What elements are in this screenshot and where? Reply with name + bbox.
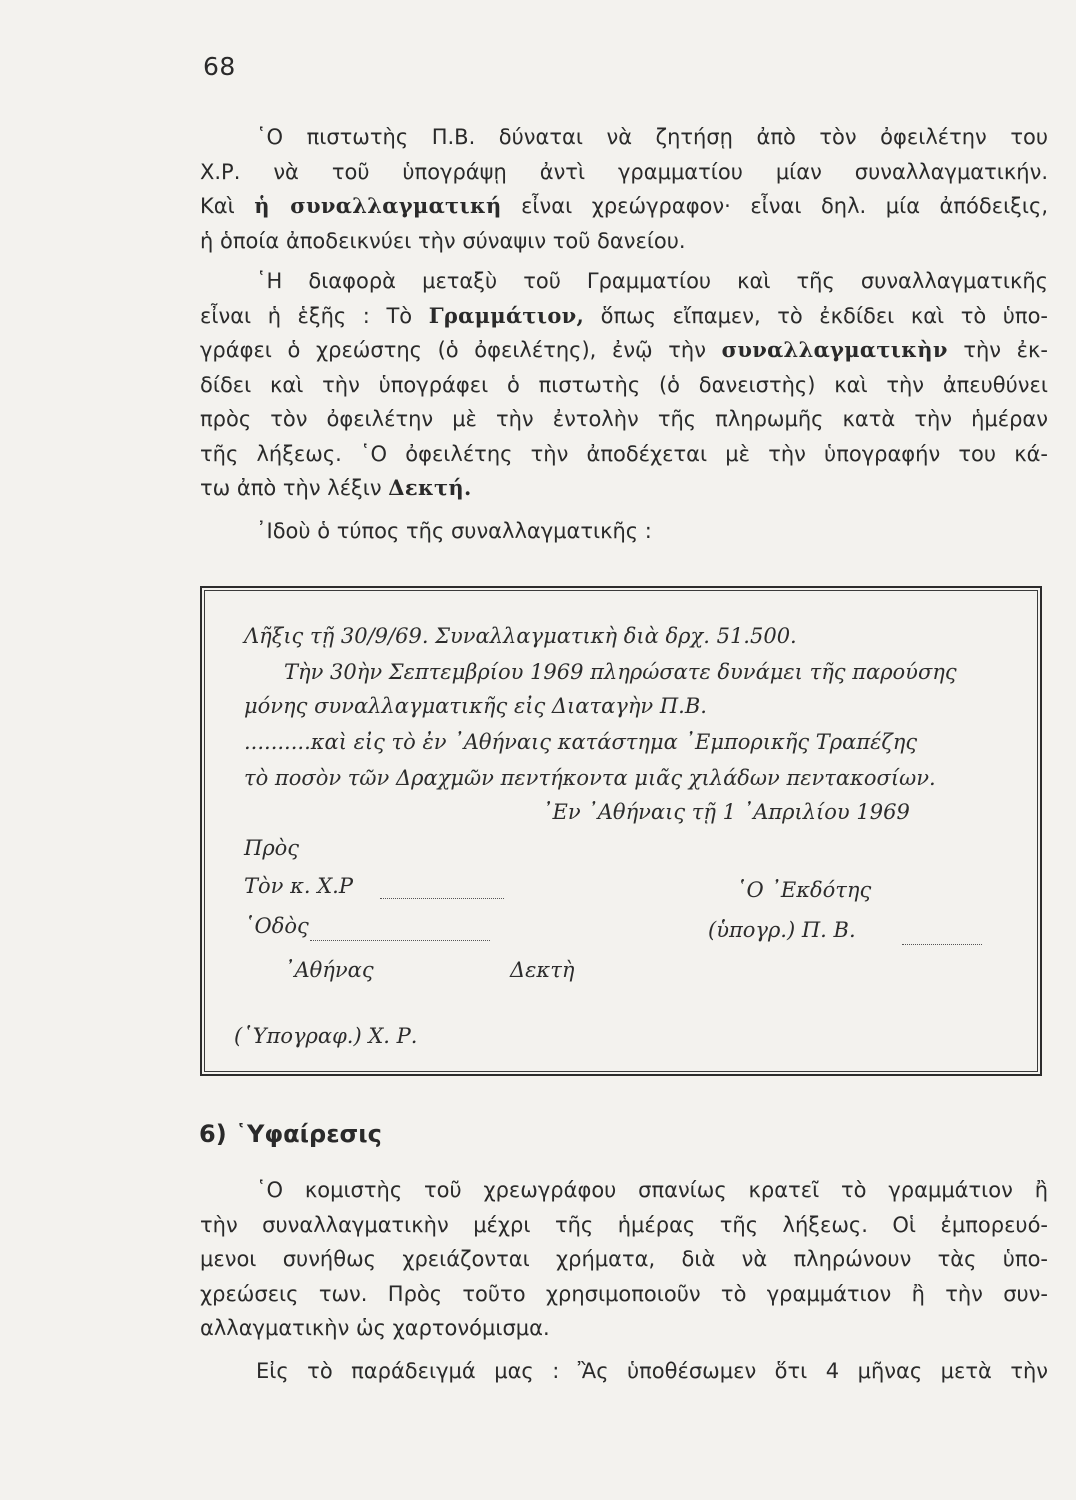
text-line xyxy=(200,471,1048,506)
text-line xyxy=(200,333,1048,368)
text-line: ῾Η διαφορὰ μεταξὺ τοῦ Γραμματίου καὶ τῆς συναλλαγματικῆς xyxy=(256,269,1048,293)
bill-to-label: Πρὸς xyxy=(244,836,300,860)
text-line: χρεώσεις των. Πρὸς τοῦτο χρησιμοποιοῦν τὸ γραμμάτιον ἢ τὴν συν- xyxy=(200,1281,1048,1306)
bill-city: ᾿Αθήνας xyxy=(284,958,374,982)
text-line: ῾Ο κομιστὴς τοῦ χρεωγράφου σπανίως κρατεῖ τὸ γραμμάτιον ἢ xyxy=(256,1178,1048,1202)
bill-drawee-signature: (῾Υπογραφ.) Χ. Ρ. xyxy=(234,1024,418,1048)
street-dotted-line xyxy=(310,940,490,941)
paragraph-discounting xyxy=(200,1173,1048,1346)
text-line: τῆς λήξεως. ῾Ο ὀφειλέτης τὴν ἀποδέχεται μὲ τὴν ὑπογραφήν του κά- xyxy=(200,441,1048,466)
text-run: εἶναι ἡ ἑξῆς : Τὸ xyxy=(200,303,413,328)
paragraph-form-intro xyxy=(200,514,1048,549)
text-line xyxy=(200,299,1048,334)
bill-place-date: ᾿Εν ᾿Αθήναις τῇ 1 ᾿Απριλίου 1969 xyxy=(542,800,910,824)
signature-dotted-line xyxy=(902,944,982,945)
bill-street-label: ῾Οδὸς xyxy=(244,914,309,938)
text-line: ἡ ὁποία ἀποδεικνύει τὴν σύναψιν τοῦ δανείου. xyxy=(200,228,686,253)
text-line: πρὸς τὸν ὀφειλέτην μὲ τὴν ἐντολὴν τῆς πληρωμῆς κατὰ τὴν ἡμέραν xyxy=(200,407,1048,431)
bill-amount-line: τὸ ποσὸν τῶν Δραχμῶν πεντήκοντα μιᾶς χιλάδων πεντακοσίων. xyxy=(244,766,936,790)
bill-bank-line: ..........καὶ εἰς τὸ ἐν ᾿Αθήναις κατάστημα ᾿Εμπορικῆς Τραπέζης xyxy=(244,730,918,754)
text-run: ὅπως εἴπαμεν, τὸ ἐκδίδει καὶ τὸ ὑπο- xyxy=(600,303,1048,328)
paragraph-difference xyxy=(200,264,1048,506)
bill-accepted-label: Δεκτὴ xyxy=(510,958,575,982)
text-line: δίδει καὶ τὴν ὑπογράφει ὁ πιστωτὴς (ὁ δανειστὴς) καὶ τὴν ἀπευθύνει xyxy=(200,372,1048,397)
text-line: μενοι συνήθως χρειάζονται χρήματα, διὰ νὰ πληρώνουν τὰς ὑπο- xyxy=(200,1247,1048,1271)
paragraph-example xyxy=(200,1354,1048,1389)
text-line: τὴν συναλλαγματικὴν μέχρι τῆς ἡμέρας τῆς λήξεως. Οἱ ἐμπορευό- xyxy=(200,1212,1048,1237)
bold-term: ἡ συναλλαγματική xyxy=(254,193,502,218)
text-run: εἶναι χρεώγραφον· εἶναι δηλ. μία ἀπόδειξις, xyxy=(521,194,1048,218)
text-line: ᾿Ιδοὺ ὁ τύπος τῆς συναλλαγματικῆς : xyxy=(256,519,652,543)
bill-payment-line: Τὴν 30ὴν Σεπτεμβρίου 1969 πληρώσατε δυνάμει τῆς παρούσης xyxy=(284,660,957,684)
text-line: ῾Ο πιστωτὴς Π.Β. δύναται νὰ ζητήσῃ ἀπὸ τὸν ὀφειλέτην του xyxy=(256,125,1048,149)
bold-term: Γραμμάτιον, xyxy=(428,302,585,328)
recipient-dotted-line xyxy=(380,898,504,899)
bill-recipient: Τὸν κ. Χ.Ρ xyxy=(244,874,353,898)
text-line: Χ.Ρ. νὰ τοῦ ὑπογράψῃ ἀντὶ γραμματίου μίαν συναλλαγματικήν. xyxy=(200,159,1048,184)
text-run: γράφει ὁ χρεώστης (ὁ ὀφειλέτης), ἐνῷ τὴν xyxy=(200,338,706,362)
section-heading: 6) ῾Υφαίρεσις xyxy=(199,1120,382,1148)
bill-issuer-title: ῾Ο ᾿Εκδότης xyxy=(736,878,872,902)
page-number: 68 xyxy=(203,52,236,81)
text-line: Εἰς τὸ παράδειγμά μας : Ἂς ὑποθέσωμεν ὅτι 4 μῆνας μετὰ τὴν xyxy=(256,1359,1048,1383)
bold-term: συναλλαγματικὴν xyxy=(721,337,948,362)
bill-maturity-line: Λῆξις τῇ 30/9/69. Συναλλαγματικὴ διὰ δρχ. 51.500. xyxy=(244,624,797,648)
text-run: Καὶ xyxy=(200,194,235,218)
text-run: τὴν ἐκ- xyxy=(963,338,1048,362)
bill-of-exchange-form xyxy=(200,586,1042,1076)
bill-order-line: μόνης συναλλαγματικῆς εἰς Διαταγὴν Π.Β. xyxy=(244,694,707,718)
paragraph-promissory-note xyxy=(200,120,1048,258)
text-line xyxy=(200,189,1048,224)
text-run: τω ἀπὸ τὴν λέξιν xyxy=(200,476,382,500)
text-line: αλλαγματικὴν ὡς χαρτονόμισμα. xyxy=(200,1316,550,1340)
bill-issuer-signature: (ὑπογρ.) Π. Β. xyxy=(708,918,856,942)
bold-term: Δεκτή. xyxy=(388,475,472,500)
